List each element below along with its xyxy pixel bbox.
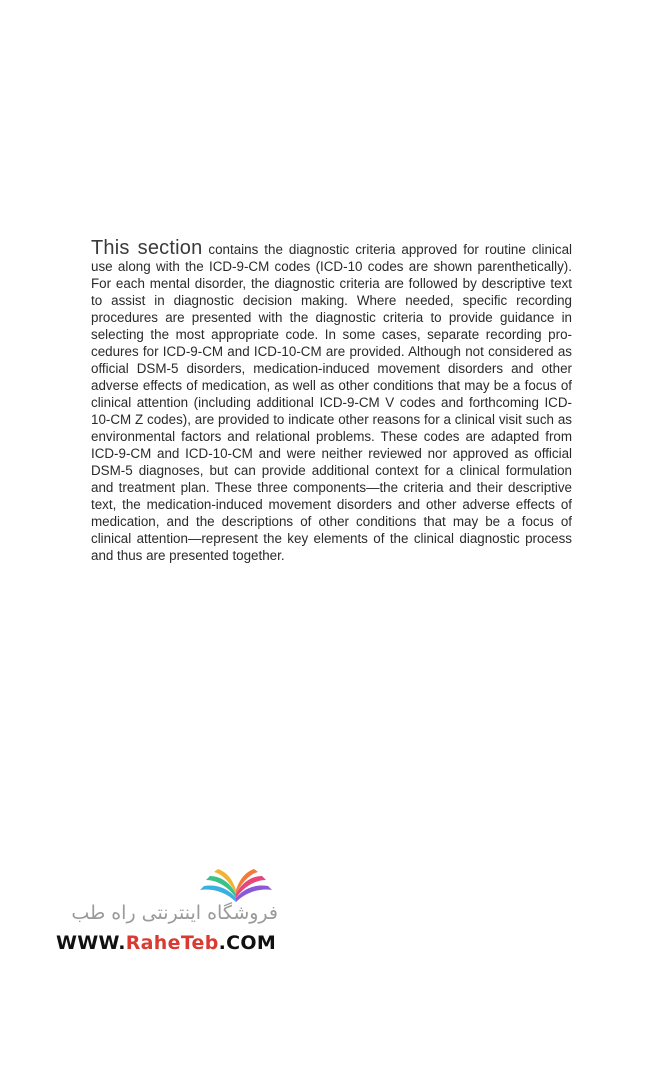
- url-brand: RaheTeb: [125, 932, 219, 954]
- section-intro-paragraph: [91, 237, 573, 564]
- section-lead-words: This section: [91, 237, 203, 259]
- url-suffix: .COM: [218, 932, 277, 954]
- section-body-text: contains the diagnostic criteria approved for routine clinical use along with the ICD-9-CM codes (ICD-10 codes are shown parenthetically). For each mental disorder, the diagnostic criteria are followed by descriptive text to assist in diagnostic decision making. Where needed, specific recording procedures are presented with the diagnostic criteria to provide guidance in selecting the most appropriate code. In some cases, separate recording procedures for ICD-9-CM and ICD-10-CM are provided. Although not considered as official DSM-5 disorders, medication-induced movement disorders and other adverse effects of medication, as well as other conditions that may be a focus of clinical attention (including additional ICD-9-CM V codes and forthcoming ICD-10-CM Z codes), are provided to indicate other reasons for a clinical visit such as environmental factors and relational problems. These codes are adapted from ICD-9-CM and ICD-10-CM and were neither reviewed nor approved as official DSM-5 diagnoses, but can provide additional context for a clinical formulation and treatment plan. These three components—the criteria and their descriptive text, the medication-induced movement disorders and other adverse effects of medication, and the descriptions of other conditions that may be a focus of clinical attention—represent the key elements of the clinical diagnostic process and thus are presented together.: [91, 242, 573, 563]
- open-book-rainbow-icon: [196, 866, 276, 906]
- watermark-url: [56, 932, 276, 954]
- url-prefix: WWW.: [56, 932, 126, 954]
- watermark-persian-text: فروشگاه اینترنتی راه طب: [71, 902, 278, 924]
- raheteb-watermark-logo: [40, 862, 290, 962]
